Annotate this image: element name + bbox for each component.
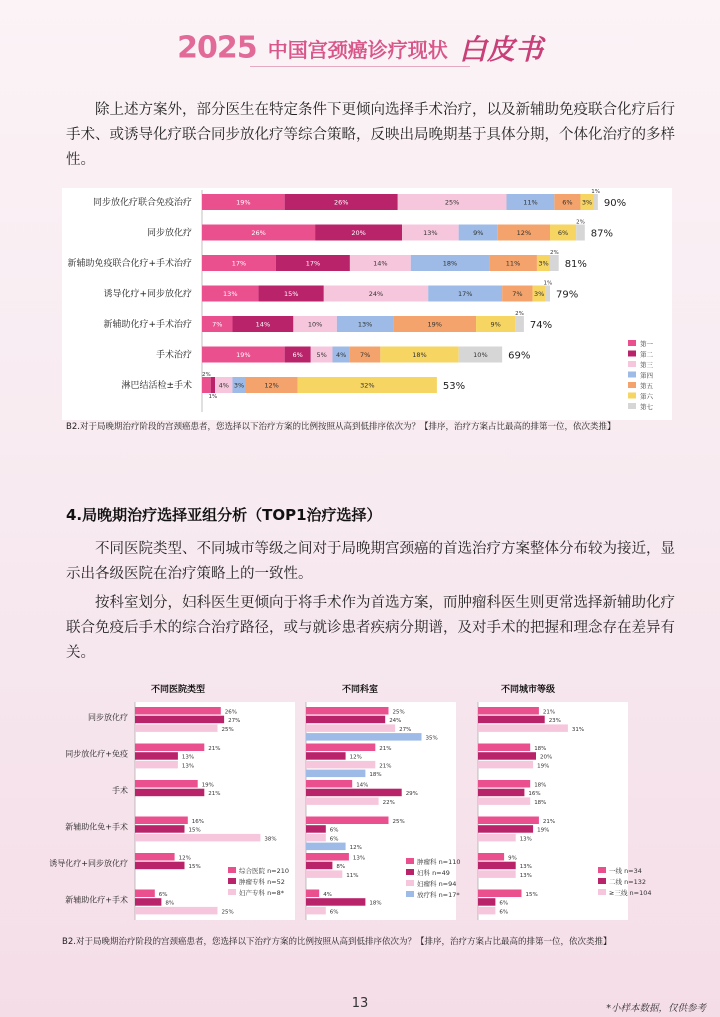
legend-label: ≥三线 n=104	[609, 889, 652, 897]
bar-value-label: 15%	[188, 864, 201, 871]
legend-label: 第四	[640, 371, 653, 380]
panel-background	[135, 702, 295, 920]
bar	[306, 898, 365, 906]
bar	[478, 898, 495, 906]
bar	[135, 898, 161, 906]
bar	[135, 890, 155, 898]
bar-value-label: 22%	[382, 799, 395, 806]
bar-segment	[550, 255, 559, 271]
bar	[306, 752, 346, 760]
segment-value-label: 19%	[236, 351, 251, 359]
legend-swatch	[406, 891, 414, 897]
bar-value-label: 25%	[221, 909, 234, 916]
legend-swatch	[628, 382, 636, 388]
segment-value-label: 3%	[533, 290, 545, 298]
bar	[306, 825, 326, 833]
bar-segment	[202, 377, 211, 393]
segment-value-label: 4%	[218, 381, 229, 390]
bar-value-label: 12%	[178, 855, 191, 862]
segment-value-label: 26%	[333, 198, 349, 207]
bar-segment	[546, 286, 550, 302]
bar	[306, 770, 365, 778]
bar-value-label: 18%	[534, 782, 547, 789]
bar	[478, 817, 539, 825]
category-label: 同步放化疗	[146, 228, 192, 239]
bar	[135, 716, 224, 724]
bar	[478, 789, 524, 797]
paragraph-2: 不同医院类型、不同城市等级之间对于局晚期宫颈癌的首选治疗方案整体分布较为接近，显示出各级医院在治疗策略上的一致性。	[66, 541, 675, 582]
category-label: 诱导化疗+同步放化疗	[103, 289, 192, 300]
legend-label: 二线 n=132	[609, 878, 647, 886]
bar	[478, 724, 568, 732]
bar	[306, 707, 389, 715]
subgroup-bar-charts	[0, 680, 720, 930]
bar	[478, 752, 536, 760]
bar	[306, 744, 375, 752]
bar	[478, 834, 516, 842]
bar	[306, 890, 319, 898]
legend-label: 第六	[640, 392, 653, 401]
bar-value-label: 8%	[165, 900, 175, 907]
segment-value-label: 12%	[264, 381, 279, 390]
header-year: 2025	[177, 30, 257, 66]
category-label: 同步放化疗联合免疫治疗	[92, 198, 192, 208]
header-divider	[250, 66, 470, 67]
legend-swatch	[598, 878, 606, 884]
category-label: 新辅助化疗+手术	[65, 895, 128, 905]
bar	[478, 780, 530, 788]
segment-value-label: 13%	[423, 229, 438, 237]
bar-value-label: 13%	[181, 754, 195, 761]
section-title: 4.局晚期治疗选择亚组分析（TOP1治疗选择）	[66, 506, 382, 524]
bar-value-label: 21%	[542, 819, 556, 825]
segment-value-label: 7%	[212, 320, 223, 329]
legend-label: 第三	[640, 361, 653, 369]
bar	[478, 761, 533, 769]
segment-value-label: 13%	[223, 290, 238, 298]
bar	[306, 789, 402, 797]
bar-segment	[576, 225, 585, 241]
segment-value-label: 10%	[473, 351, 488, 359]
bar-value-label: 13%	[181, 763, 195, 770]
bar-value-label: 25%	[392, 819, 405, 825]
bar-value-label: 19%	[537, 827, 550, 834]
segment-value-label: 2%	[201, 372, 211, 378]
legend-swatch	[406, 858, 414, 864]
bar-value-label: 8%	[336, 864, 346, 871]
total-label: 53%	[442, 381, 466, 392]
bar-value-label: 14%	[356, 782, 369, 789]
segment-value-label: 20%	[351, 229, 366, 237]
segment-value-label: 19%	[236, 198, 251, 207]
bar-value-label: 38%	[264, 836, 277, 843]
legend-swatch	[628, 403, 636, 409]
chart-1-caption: B2.对于局晚期治疗阶段的宫颈癌患者，您选择以下治疗方案的比例按照从高到低排序依次为？【排序，治疗方案占比最高的排第一位，依次类推】	[66, 422, 616, 432]
bar-value-label: 19%	[201, 782, 214, 789]
segment-value-label: 3%	[581, 198, 593, 207]
bar-value-label: 13%	[352, 855, 366, 862]
bar-value-label: 18%	[369, 772, 382, 779]
legend-swatch	[628, 372, 636, 378]
category-label: 新辅助化免+手术	[65, 822, 128, 832]
bar	[478, 853, 504, 861]
segment-value-label: 15%	[283, 290, 299, 298]
segment-value-label: 3%	[233, 381, 245, 390]
category-label: 手术治疗	[155, 350, 192, 361]
segment-value-label: 26%	[251, 229, 266, 237]
paragraph-3: 按科室划分，妇科医生更倾向于将手术作为首选方案，而肿瘤科医生则更常选择新辅助化疗联合免疫后手术的综合治疗路径，或与就诊患者疾病分期谱，及对手术的把握和理念存在差异有关。	[66, 595, 675, 661]
header-badge: 白皮书	[458, 33, 543, 66]
bar	[135, 724, 218, 732]
bar-value-label: 21%	[379, 763, 392, 770]
bar	[478, 890, 522, 898]
segment-value-label: 32%	[360, 381, 375, 390]
bar	[478, 870, 516, 878]
bar-value-label: 6%	[329, 827, 339, 834]
header-title: 中国宫颈癌诊疗现状	[267, 37, 448, 62]
legend-swatch	[628, 393, 636, 399]
bar	[478, 862, 516, 870]
bar	[306, 780, 352, 788]
segment-value-label: 2%	[576, 219, 585, 226]
bar	[478, 707, 539, 715]
segment-value-label: 17%	[457, 290, 473, 298]
bar-value-label: 24%	[389, 718, 402, 725]
bar-value-label: 31%	[571, 726, 585, 733]
legend-swatch	[628, 351, 636, 357]
segment-value-label: 7%	[359, 351, 371, 359]
category-label: 淋巴结活检±手术	[121, 381, 192, 391]
bar	[306, 724, 395, 732]
bar-value-label: 9%	[508, 855, 517, 862]
bar-value-label: 6%	[499, 909, 509, 916]
legend-swatch	[406, 880, 414, 886]
segment-value-label: 17%	[231, 259, 247, 268]
segment-value-label: 7%	[512, 290, 523, 298]
bar-value-label: 13%	[519, 836, 532, 843]
bar	[478, 825, 533, 833]
bar	[135, 744, 204, 752]
bar	[306, 797, 379, 805]
category-label: 手术	[112, 786, 128, 795]
segment-value-label: 1%	[208, 394, 218, 400]
bar	[306, 862, 332, 870]
bar-segment	[211, 377, 215, 393]
bar	[306, 817, 389, 825]
category-label: 同步放化疗	[88, 713, 128, 722]
bar-value-label: 6%	[158, 892, 168, 898]
segment-value-label: 18%	[412, 351, 427, 359]
legend-swatch	[228, 889, 236, 895]
bar	[135, 789, 204, 797]
segment-value-label: 17%	[305, 259, 321, 268]
segment-value-label: 3%	[538, 259, 549, 268]
bar-value-label: 6%	[329, 836, 339, 843]
chart-2-caption: B2.对于局晚期治疗阶段的宫颈癌患者，您选择以下治疗方案的比例按照从高到低排序依次为？【排序，治疗方案占比最高的排第一位，依次类推】	[62, 937, 612, 947]
total-label: 90%	[603, 198, 627, 209]
segment-value-label: 14%	[255, 320, 271, 329]
bar-value-label: 13%	[519, 864, 532, 871]
bar	[135, 862, 185, 870]
legend-label: 第七	[640, 403, 653, 411]
bar	[306, 733, 422, 741]
bar	[135, 817, 188, 825]
bar-value-label: 21%	[208, 791, 221, 798]
legend-swatch	[406, 869, 414, 875]
bar-value-label: 12%	[349, 845, 362, 852]
segment-value-label: 4%	[336, 351, 347, 359]
segment-value-label: 10%	[307, 320, 323, 329]
bar	[306, 716, 385, 724]
bar	[478, 797, 530, 805]
bar-segment	[515, 316, 524, 332]
legend-label: 肿瘤科 n=110	[417, 858, 461, 866]
category-label: 新辅助化疗+手术治疗	[103, 320, 192, 330]
segment-value-label: 1%	[543, 280, 553, 287]
bar-value-label: 35%	[425, 735, 438, 742]
legend-label: 放疗科 n=17*	[417, 891, 460, 899]
bar-value-label: 27%	[399, 726, 412, 733]
bar	[135, 853, 175, 861]
legend-label: 妇瘤科 n=94	[417, 880, 457, 888]
legend-label: 综合医院 n=210	[239, 867, 290, 875]
category-label: 同步放化疗+免疫	[65, 749, 128, 759]
segment-value-label: 6%	[562, 198, 573, 207]
bar-value-label: 20%	[540, 754, 553, 761]
bar	[478, 744, 530, 752]
legend-label: 第一	[640, 340, 653, 348]
bar-value-label: 21%	[208, 746, 221, 752]
bar	[135, 707, 221, 715]
bar	[306, 761, 375, 769]
legend-label: 妇科 n=49	[417, 869, 450, 877]
bar	[306, 870, 342, 878]
bar	[135, 834, 260, 842]
segment-value-label: 1%	[591, 189, 601, 195]
bar-value-label: 19%	[537, 763, 550, 770]
bar	[135, 761, 178, 769]
bar-value-label: 25%	[392, 709, 405, 716]
legend-swatch	[228, 878, 236, 884]
segment-value-label: 12%	[516, 229, 532, 237]
bar	[306, 843, 346, 851]
bar-value-label: 18%	[534, 746, 547, 752]
legend-swatch	[628, 340, 636, 346]
bar-value-label: 6%	[499, 900, 509, 907]
legend-swatch	[228, 867, 236, 873]
legend-label: 第五	[640, 382, 653, 390]
total-label: 69%	[508, 350, 531, 362]
total-label: 81%	[564, 259, 587, 270]
report-header	[0, 28, 720, 68]
segment-value-label: 5%	[316, 351, 327, 359]
bar-value-label: 18%	[534, 799, 547, 806]
bar-value-label: 27%	[228, 718, 241, 725]
bar	[306, 834, 326, 842]
panel-title: 不同城市等级	[500, 685, 556, 695]
total-label: 79%	[556, 289, 579, 301]
bar-segment	[594, 194, 598, 210]
bar-value-label: 26%	[224, 709, 238, 716]
legend-label: 第二	[640, 350, 653, 359]
segment-value-label: 11%	[505, 259, 521, 268]
legend-label: 妇产专科 n=8*	[239, 889, 285, 897]
page-number: 13	[351, 996, 369, 1011]
paragraph-1: 除上述方案外，部分医生在特定条件下更倾向选择手术治疗，以及新辅助免疫联合化疗后行手术、或诱导化疗联合同步放化疗等综合策略，反映出局晚期基于具体分期，个体化治疗的多样性。	[66, 102, 675, 168]
bar	[478, 716, 545, 724]
segment-value-label: 9%	[490, 320, 501, 329]
legend-swatch	[598, 889, 606, 895]
bar-value-label: 11%	[346, 872, 359, 879]
total-label: 74%	[529, 320, 553, 331]
category-label: 诱导化疗+同步放化疗	[49, 859, 128, 868]
segment-value-label: 24%	[368, 290, 384, 298]
segment-value-label: 9%	[473, 229, 484, 237]
legend-label: 一线 n=34	[609, 867, 642, 875]
bar	[135, 752, 178, 760]
total-label: 87%	[590, 228, 614, 240]
segment-value-label: 14%	[373, 259, 388, 268]
bar-value-label: 4%	[323, 892, 332, 898]
bar-value-label: 13%	[519, 872, 532, 879]
bar-value-label: 16%	[528, 791, 541, 798]
bar	[135, 825, 185, 833]
bar-value-label: 15%	[188, 827, 201, 834]
bar	[135, 780, 198, 788]
stacked-bar-chart	[0, 186, 720, 436]
segment-value-label: 19%	[427, 320, 442, 329]
segment-value-label: 25%	[444, 198, 460, 207]
bar	[135, 907, 218, 915]
bar	[306, 907, 326, 915]
segment-value-label: 6%	[292, 351, 303, 359]
bar	[306, 853, 349, 861]
bar-value-label: 12%	[349, 754, 362, 761]
bar-value-label: 18%	[369, 900, 382, 907]
legend-swatch	[598, 867, 606, 873]
panel-background	[478, 702, 628, 920]
bar-value-label: 23%	[548, 718, 561, 725]
segment-value-label: 11%	[523, 198, 538, 207]
bar-value-label: 25%	[221, 726, 234, 733]
category-label: 新辅助免疫联合化疗+手术治疗	[67, 259, 192, 269]
legend-swatch	[628, 361, 636, 367]
segment-value-label: 13%	[357, 320, 373, 329]
bar-value-label: 29%	[405, 791, 418, 798]
bar-value-label: 6%	[329, 909, 339, 916]
bar-value-label: 21%	[379, 746, 392, 752]
segment-value-label: 2%	[549, 250, 559, 256]
bar	[478, 907, 495, 915]
panel-title: 不同医院类型	[150, 685, 206, 695]
segment-value-label: 2%	[515, 311, 524, 317]
footnote: *小样本数据，仅供参考	[606, 1003, 706, 1014]
bar-value-label: 16%	[191, 819, 205, 825]
bar-value-label: 21%	[542, 709, 556, 716]
segment-value-label: 18%	[442, 259, 458, 268]
bar-value-label: 15%	[525, 892, 538, 898]
panel-title: 不同科室	[341, 685, 379, 695]
segment-value-label: 6%	[557, 229, 569, 237]
legend-label: 肿瘤专科 n=52	[239, 878, 285, 886]
